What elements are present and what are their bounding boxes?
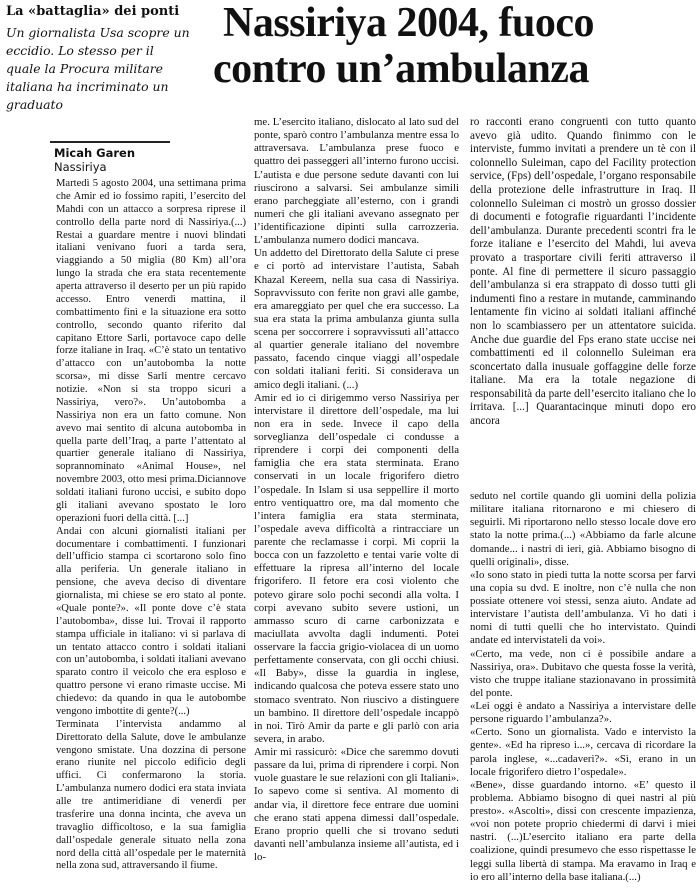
- article-column-2: [254, 116, 459, 886]
- article-headline: [205, 0, 697, 92]
- dateline-place: Nassiriya: [54, 160, 107, 174]
- paragraph: Martedì 5 agosto 2004, una settimana prima che Amir ed io fossimo rapiti, l’esercito del Mahdi con un attacco a sorpresa riprese il controllo della parte nord di Nassiriya.(...) Restai a guardare mentre i nuovi blindati italiani venivano fuori a tarda sera, viaggiando a 50 miglia (80 Km) all’ora lungo la strada che era stata recentemente aperta attraverso il deserto per un più rapido accesso. Entro venerdì mattina, il combattimento finì e la situazione era sotto controllo, secondo quanto riferito dal capitano Ettore Sarli, portavoce capo delle forze italiane in Iraq. «C’è stato un tentativo d’attacco con un’autobomba la notte scorsa», mi disse Sarli mentre cercavo notizie. «Non si sta troppo sicuri a Nassiriya, vero?». Un’autobomba a Nassiriya non era un fatto comune. Non avevo mai sentito di alcuna autobomba in quella parte dell’Iraq, a parte l’attentato al quartier generale italiano di Nassiriya, soprannominato «Animal House», nel novembre 2003, otto mesi prima.Diciannove soldati italiani furono uccisi, e subito dopo gli italiani avevano spostato le loro operazioni fuori della città. [...]: [56, 178, 246, 524]
- paragraph: Amir mi rassicurò: «Dice che saremmo dovuti passare da lui, prima di riprendere i corpi. Non vuole guastare le sue relazioni con gli Italiani». Io sapevo come si sentiva. Al momento di andar via, il direttore fece entrare due uomini che erano stati appena dimessi dall’ospedale. Erano proprio quelli che si trovano seduti davanti nell’ambulanza insieme all’autista, ed i lo-: [254, 746, 459, 863]
- article-summary: Un giornalista Usa scopre un eccidio. Lo stesso per il quale la Procura militare italiana ha incriminato un graduato: [6, 25, 190, 112]
- author-name: Micah Garen: [54, 146, 136, 160]
- paragraph: «Io sono stato in piedi tutta la notte scorsa per farvi una copia su dvd. E inoltre, non c’è nulla che non possiate ottenere voi stessi, senza aiuto. Andate ad intervistare l’autista dell’ambulanza. Vi ho dati i nomi di tutti quelli che ho intervistato. Quindi andate ed intervistateli da voi».: [470, 568, 696, 647]
- paragraph: Amir ed io ci dirigemmo verso Nassiriya per intervistare il direttore dell’ospedale, ma lui non era in sede. Invece il capo della sorveglianza dell’ospedale ci condusse a riprendere i corpi dei componenti della famiglia che era stata sterminata. Erano conservati in un locale frigorifero dietro l’ospedale. In Islam si usa seppellire il morto entro ventiquattro ore, ma dal momento che l’intera famiglia era stata sterminata, l’ospedale aveva difficoltà a rintracciare un parente che reclamasse i corpi. Mi coprii la bocca con un fazzoletto e tentai varie volte di effettuare la ripresa all’interno del locale frigorifero. Il fetore era così violento che potevo girare solo pochi secondi alla volta. I corpi avevano subito severe ustioni, un ammasso scuro di carne carbonizzata e maciullata avvolta dagli indumenti. Potei osservare la faccia grigio-violacea di un uomo perfettamente conservata, con gli occhi chiusi. «Il Baby», disse la guardia in inglese, indicando qualcosa che poteva essere stato uno stomaco sventrato. Non riuscivo a distinguere un bambino. Il direttore dell’ospedale incappò in noi. Tirò Amir da parte e gli parlò con aria severa, in arabo.: [254, 391, 459, 745]
- paragraph: Un addetto del Direttorato della Salute ci prese e ci portò ad intervistare l’autista, Sabah Khazal Kereem, nella sua casa di Nassiriya. Sopravvissuto con ferite non gravi alle gambe, era amareggiato per quel che era successo. La sua era stata la prima ambulanza giunta sulla scena per soccorrere i sopravvissuti all’attacco al quartier generale italiano del novembre passato, facendo cinque viaggi all’ospedale con soldati italiani feriti. Si considerava un amico degli italiani. (...): [254, 247, 459, 391]
- paragraph: seduto nel cortile quando gli uomini della polizia militare italiana ritornarono e mi chiesero di seguirli. Mi riportarono nello stesso locale dove ero stato la notte prima.(...) «Abbiamo da farle alcune domande... i nastri di ieri, già. Abbiamo bisogno di quelli originali», disse.: [470, 490, 696, 568]
- byline: [54, 146, 234, 174]
- paragraph: «Lei oggi è andato a Nassiriya a intervistare delle persone riguardo l’ambulanza?».: [470, 700, 696, 726]
- paragraph: «Certo. Sono un giornalista. Vado e intervisto la gente». «Ed ha ripreso i...», cercava di ricordare la parola inglese, «...cadaveri?». «Sì, erano in un locale frigorifero dietro l’ospedale».: [470, 726, 696, 778]
- section-kicker: La «battaglia» dei ponti: [6, 4, 180, 19]
- headline-line-1: Nassiriya 2004, fuoco: [223, 0, 594, 46]
- paragraph: me. L’esercito italiano, dislocato al lato sud del ponte, sparò contro l’ambulanza mentre essa lo attraversava. L’ambulanza prese fuoco e quattro dei passeggeri all’interno furono uccisi. L’autista e due persone sedute davanti con lui riuscirono a salvarsi. Sei ambulanze simili erano parcheggiate all’esterno, con i grandi numeri che gli italiani avevano assegnato per l’identificazione dipinti sulla carrozzeria. L’ambulanza numero dodici mancava.: [254, 116, 459, 247]
- paragraph: «Certo, ma vede, non ci è possibile andare a Nassiriya, ora». Dubitavo che questa fosse la verità, visto che truppe italiane stazionavano in prossimità del ponte.: [470, 647, 696, 699]
- headline-line-2: contro un’ambulanza: [213, 46, 589, 92]
- paragraph: Terminata l’intervista andammo al Direttorato della Salute, dove le ambulanze vengono smistate. Una dozzina di persone erano riunite nel piccolo edificio degli uffici. Ci confermarono la storia. L’ambulanza numero dodici era stata inviata alle tre antimeridiane di venerdì per trasferire una donna incinta, che aveva un travaglio difficoltoso, e la sua famiglia dall’ospedale generale situato nella zona nord della città all’ospedale per le maternità nella zona sud, attraversando il fiume.: [56, 718, 246, 872]
- article-column-3-top: [470, 116, 696, 486]
- article-column-3-bottom: [470, 490, 696, 886]
- article-column-1: [56, 178, 246, 886]
- paragraph: «Bene», disse guardando intorno. «E’ questo il problema. Abbiamo bisogno di quei nastri al più presto». «Ascolti», dissi con crescente impazienza, «voi non potete proprio chiedermi di darvi i miei nastri. (...)L’esercito italiano era parte della coalizione, quindi presumevo che esso rispettasse le leggi sulla libertà di stampa. Ma eravamo in Iraq e io ero all’interno della base italiana.(...): [470, 778, 696, 883]
- paragraph: ro racconti erano congruenti con tutto quanto avevo già udito. Quando finimmo con le interviste, fummo invitati a prendere un tè con il colonnello Suleiman, capo del Facility protection service, (Fps) dell’ospedale, l’organo responsabile della protezione delle infrastrutture in Iraq. Il colonnello Suleiman ci mostrò un grosso dossier di documenti e fotografie riguardanti l’incidente dell’ambulanza. Durante precedenti scontri fra le forze italiane e l’esercito del Mahdi, lui aveva provato a trasportare civili feriti attraverso il ponte. Al fine di permettere il sicuro passaggio dell’ambulanza si era strappato di dosso tutti gli indumenti fino a restare in mutande, camminando lentamente fin vicino ai soldati italiani affinché non lo scambiassero per un attentatore suicida. Anche due guardie del Fps erano state uccise nei combattimenti ed il colonnello Suleiman era sconcertato dalla inusuale goffaggine delle forze italiane. Ma era la totale negazione di responsabilità da parte dell’esercito italiano che lo irritava. [...] Quarantacinque minuti dopo ero ancora: [470, 116, 696, 428]
- paragraph: Andai con alcuni giornalisti italiani per documentare i combattimenti. I funzionari dell’ufficio stampa ci scortarono solo fino alla periferia. Un generale italiano in pensione, che aveva deciso di diventare giornalista, mi chiese se ero stato al ponte. «Quale ponte?». «Il ponte dove c’è stata l’autobomba», disse lui. Trovai il rapporto stampa ufficiale in italiano: vi si parlava di un tentato attacco contro i soldati italiani con un’autobomba, i soldati italiani avevano sparato contro il veicolo che era esploso e quattro persone vi erano rimaste uccise. Mi chiedevo: da quando in qua le autobombe vengono imbottite di gente?(...): [56, 525, 246, 717]
- byline-rule: [50, 141, 170, 143]
